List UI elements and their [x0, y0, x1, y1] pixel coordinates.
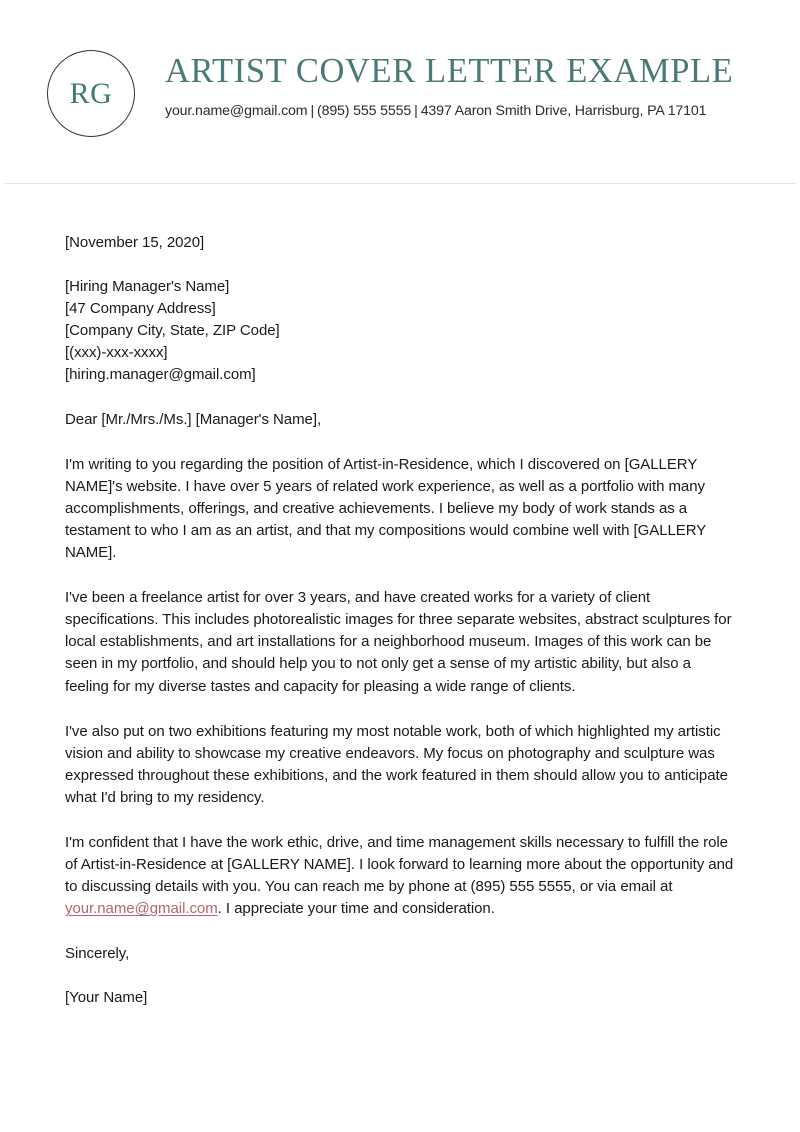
signature-name: [Your Name] — [65, 989, 148, 1007]
recipient-name: [Hiring Manager's Name] — [65, 278, 230, 296]
spacer — [65, 920, 737, 943]
paragraph-4-text-after-link: . I appreciate your time and consideration. — [217, 900, 495, 918]
monogram-initials: RG — [69, 76, 113, 110]
recipient-street: [47 Company Address] — [65, 300, 216, 318]
contact-separator-1: | — [310, 102, 314, 119]
body-paragraph-4 — [65, 832, 737, 920]
contact-address: 4397 Aaron Smith Drive, Harrisburg, PA 17101 — [420, 102, 707, 119]
closing: Sincerely, — [65, 945, 130, 963]
contact-email: your.name@gmail.com — [165, 102, 308, 119]
body-paragraph-3: I've also put on two exhibitions featuring my most notable work, both of which highlighted my artistic vision and ability to showcase my creative endeavors. My focus on photography and sculpture was expressed throughout these exhibitions, and the work featured in them should allow you to anticipate what I'd bring to my residency. — [65, 722, 728, 806]
letter-body — [65, 232, 737, 1010]
letter-date: [November 15, 2020] — [65, 234, 205, 251]
recipient-email: [hiring.manager@gmail.com] — [65, 366, 256, 384]
spacer — [65, 254, 737, 276]
paragraph-4-text-before-link: I'm confident that I have the work ethic, drive, and time management skills necessary to fulfill the role of Artist-in-Residence at [GALLERY NAME]. I look forward to learning more about the opportunity and to discussing details with you. You can reach me by phone at (895) 555 5555, or via email at — [65, 833, 734, 896]
recipient-address-block — [65, 276, 737, 386]
page-title: ARTIST COVER LETTER EXAMPLE — [165, 52, 734, 90]
body-paragraph-2: I've been a freelance artist for over 3 years, and have created works for a variety of client specifications. This includes photorealistic images for three separate websites, abstract sculptures for local establishments, and art installations for a neighborhood museum. Images of this work can be seen in my portfolio, and should help you to not only get a sense of my artistic ability, but also a feeling for my diverse tastes and capacity for pleasing a wide range of clients. — [65, 589, 732, 695]
monogram-circle — [47, 50, 135, 137]
spacer — [65, 387, 737, 409]
contact-info-line — [165, 103, 760, 119]
spacer — [65, 698, 737, 721]
body-paragraph-1: I'm writing to you regarding the position of Artist-in-Residence, which I discovered on [GALLERY NAME]'s website. I have over 5 years of related work experience, as well as a portfolio with many accomplishments, offerings, and creative achievements. I believe my body of work stands as a testament to who I am as an artist, and that my compositions would combine well with [GALLERY NAME]. — [65, 455, 706, 562]
contact-phone: (895) 555 5555 — [317, 102, 412, 119]
spacer — [65, 809, 737, 832]
letterhead-header — [0, 0, 800, 133]
contact-separator-2: | — [414, 102, 418, 119]
header-divider — [5, 183, 796, 184]
spacer — [65, 965, 737, 987]
email-link[interactable]: your.name@gmail.com — [65, 900, 218, 918]
spacer — [65, 431, 737, 454]
header-text-block — [165, 50, 760, 119]
recipient-city-state-zip: [Company City, State, ZIP Code] — [65, 322, 280, 340]
recipient-phone: [(xxx)-xxx-xxxx] — [65, 344, 168, 362]
spacer — [65, 564, 737, 587]
salutation: Dear [Mr./Mrs./Ms.] [Manager's Name], — [65, 410, 322, 428]
